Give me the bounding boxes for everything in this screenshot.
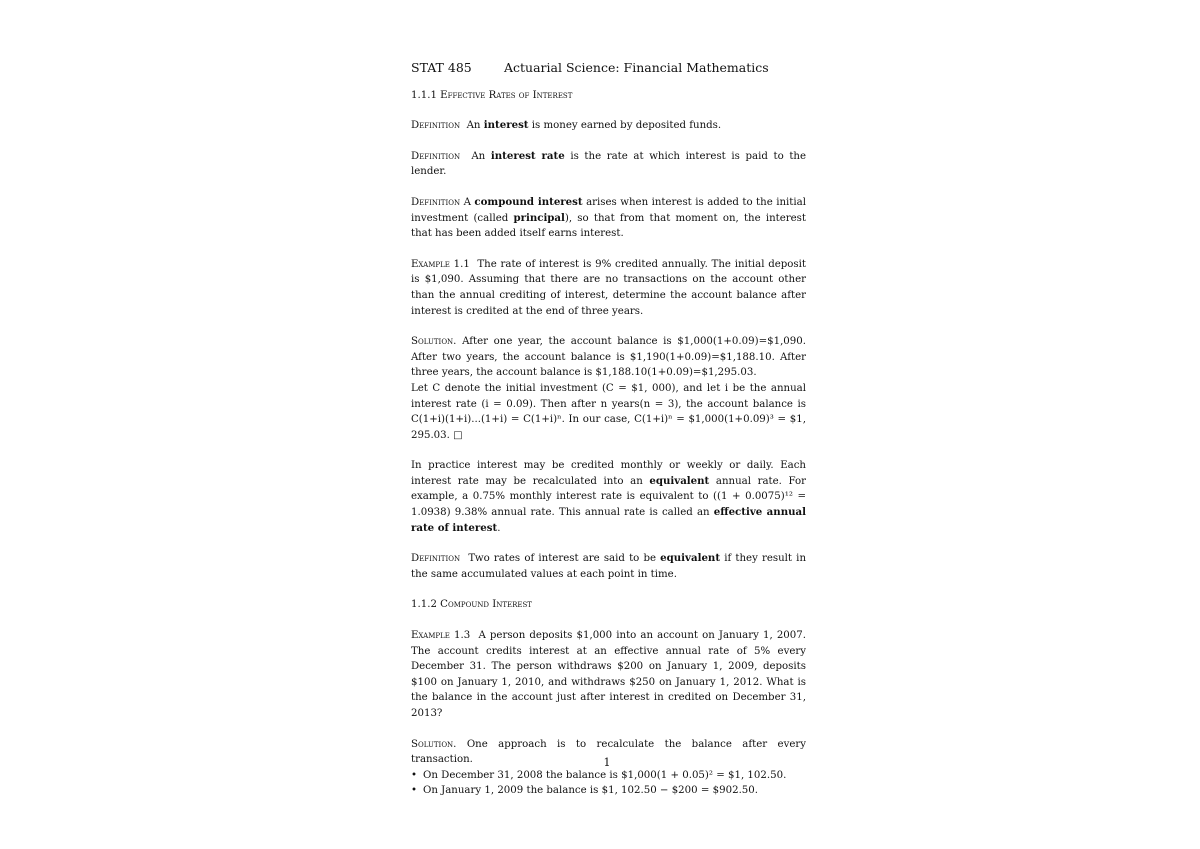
solution-text: After one year, the account balance is $1,000(1+0.09)=$1,090. After two years, the account balance is $1,190(1+0.09)=$1,188.10. After three years, the account balance is $1,188.10(1+0.09)=$1,295.03. — [411, 336, 806, 379]
section-number: 1.1.1 — [411, 89, 437, 101]
solution-steps — [411, 768, 806, 799]
definition-label: Definition — [411, 150, 461, 162]
defined-term: equivalent — [649, 474, 710, 487]
definition-interest — [411, 118, 806, 134]
body-text: . — [497, 522, 501, 534]
example-1-3 — [411, 628, 806, 722]
section-number: 1.1.2 — [411, 599, 437, 611]
solution-paragraph — [411, 334, 806, 381]
definition-interest-rate — [411, 149, 806, 180]
defined-term: interest — [483, 119, 529, 132]
list-item: • On December 31, 2008 the balance is $1,000(1 + 0.05)² = $1, 102.50. — [411, 768, 806, 784]
document-page — [411, 60, 806, 799]
definition-label: Definition — [411, 120, 461, 132]
example-text: A person deposits $1,000 into an account on January 1, 2007. The account credits interest at an effective annual rate of 5% every December 31. The person withdraws $200 on January 1, 2009, deposits $100 on January 1, 2010, and withdraws $250 on January 1, 2012. What is the balance in the account just after interest in credited on December 31, 2013? — [411, 630, 806, 719]
section-title: Effective Rates of Interest — [440, 89, 573, 101]
course-title: Actuarial Science: Financial Mathematics — [504, 60, 769, 75]
example-text: The rate of interest is 9% credited annually. The initial deposit is $1,090. Assuming that there are no transactions on the account other than the annual crediting of interest, determine the account balance after interest is credited at the end of three years. — [411, 258, 806, 317]
body-text: annual rate. For example, a 0.75% monthly interest rate is equivalent to ((1 + 0.0075)¹² = 1.0938) 9.38% annual rate. This annual rate is called an — [411, 475, 806, 519]
definition-text: is the rate at which interest is paid to the lender. — [411, 150, 806, 178]
definition-text: An — [466, 120, 484, 132]
defined-term: principal — [513, 211, 565, 224]
section-heading-1-1-2 — [411, 597, 806, 613]
definition-text: An — [471, 150, 491, 162]
defined-term: compound interest — [474, 195, 583, 208]
definition-equivalent — [411, 551, 806, 582]
section-title: Compound Interest — [440, 599, 532, 611]
course-code: STAT 485 — [411, 60, 472, 75]
example-number: 1.3 — [454, 630, 471, 642]
list-item: • On January 1, 2009 the balance is $1, 102.50 − $200 = $902.50. — [411, 783, 806, 799]
definition-text: ), so that from that moment on, the interest that has been added itself earns interest. — [411, 212, 806, 240]
solution-label: Solution. — [411, 336, 457, 348]
body-text: In practice interest may be credited monthly or weekly or daily. Each interest rate may be recalculated into an — [411, 460, 806, 487]
defined-term: effective annual rate of interest — [411, 506, 806, 534]
example-label: Example — [411, 258, 450, 270]
solution-text: One approach is to recalculate the balance after every transaction. — [411, 738, 806, 766]
solution-label: Solution. — [411, 738, 457, 750]
definition-text: Two rates of interest are said to be — [468, 553, 661, 565]
solution-1 — [411, 334, 806, 443]
defined-term: equivalent — [660, 552, 721, 565]
solution-paragraph — [411, 381, 806, 443]
running-header — [411, 60, 806, 76]
definition-label: Definition — [411, 196, 461, 208]
section-heading-1-1-1 — [411, 88, 806, 104]
solution-text: Let C denote the initial investment (C = $1, 000), and let i be the annual interest rate (i = 0.09). Then after n years(n = 3), the account balance is C(1+i)(1+i)...(1+i) = C(1+i)ⁿ. In our case, C(1+i)ⁿ = $1,000(1+0.09)³ = $1, 295.03. □ — [411, 382, 806, 441]
definition-label: Definition — [411, 553, 461, 565]
definition-text: A — [463, 196, 475, 208]
practice-paragraph — [411, 458, 806, 536]
example-label: Example — [411, 630, 450, 642]
definition-text: is money earned by deposited funds. — [528, 120, 722, 132]
definition-text: if they result in the same accumulated values at each point in time. — [411, 553, 807, 580]
example-1-1 — [411, 257, 806, 319]
definition-text: arises when interest is added to the initial investment (called — [411, 196, 806, 224]
example-number: 1.1 — [453, 258, 470, 270]
page-number: 1 — [603, 756, 611, 769]
defined-term: interest rate — [490, 149, 565, 162]
definition-compound-interest — [411, 195, 806, 242]
